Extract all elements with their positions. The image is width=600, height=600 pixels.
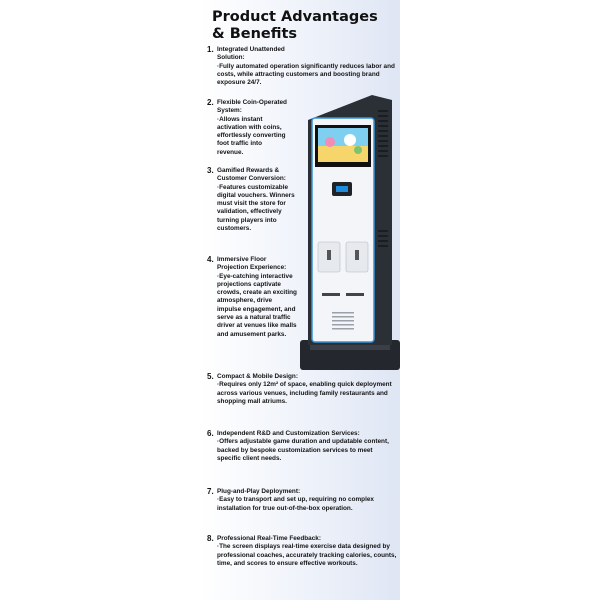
benefit-body: ·Requires only 12m² of space, enabling quick deployment across various venues, including family restaurants and shopping mall atriums. <box>217 381 392 405</box>
benefit-number: 6. <box>207 429 214 438</box>
benefit-heading: Professional Real-Time Feedback: <box>217 535 321 542</box>
benefit-item-6 <box>207 430 397 463</box>
benefit-item-8 <box>207 535 397 568</box>
benefit-item-1 <box>207 46 397 87</box>
benefit-body: ·Offers adjustable game duration and updatable content, backed by bespoke customization services to meet specific client needs. <box>217 438 389 462</box>
benefit-heading: Plug-and-Play Deployment: <box>217 488 301 495</box>
benefit-number: 5. <box>207 372 214 381</box>
benefit-item-4 <box>207 256 297 339</box>
benefit-item-2 <box>207 99 289 157</box>
benefit-number: 3. <box>207 166 214 175</box>
benefit-item-7 <box>207 488 397 513</box>
kiosk-machine-image <box>300 90 400 375</box>
benefit-heading: Integrated Unattended Solution: <box>217 46 285 62</box>
benefit-body: ·Eye-catching interactive projections captivate crowds, create an exciting atmosphere, drive impulse engagement, and serve as a natural traffic driver at venues like malls and amusement parks. <box>217 272 297 338</box>
benefit-item-3 <box>207 167 301 233</box>
benefit-body: ·The screen displays real-time exercise data designed by professional coaches, accurately tracking calories, counts, time, and scores to ensure effective workouts. <box>217 543 397 567</box>
benefit-number: 1. <box>207 45 214 54</box>
benefit-heading: Gamified Rewards & Customer Conversion: <box>217 167 286 183</box>
benefit-body: ·Features customizable digital vouchers. Winners must visit the store for validation, effectively turning players into customers. <box>217 183 295 233</box>
benefit-heading: Independent R&D and Customization Services: <box>217 430 360 437</box>
benefit-body: ·Allows instant activation with coins, effortlessly converting foot traffic into revenue. <box>217 115 286 156</box>
benefit-heading: Flexible Coin-Operated System: <box>217 99 287 115</box>
kiosk-output-slot-right <box>346 293 364 296</box>
benefit-number: 7. <box>207 487 214 496</box>
benefit-item-5 <box>207 373 397 406</box>
benefit-heading: Compact & Mobile Design: <box>217 373 298 380</box>
benefit-number: 4. <box>207 255 214 264</box>
benefit-heading: Immersive Floor Projection Experience: <box>217 256 287 272</box>
benefit-number: 8. <box>207 534 214 543</box>
page-title: Product Advantages & Benefits <box>212 9 378 42</box>
kiosk-illustration <box>300 90 400 375</box>
benefit-number: 2. <box>207 98 214 107</box>
benefit-body: ·Fully automated operation significantly reduces labor and costs, while attracting customers and boosting brand exposure 24/7. <box>217 62 395 87</box>
kiosk-output-slot-left <box>322 293 340 296</box>
benefit-body: ·Easy to transport and set up, requiring no complex installation for true out-of-the-box operation. <box>217 496 374 512</box>
